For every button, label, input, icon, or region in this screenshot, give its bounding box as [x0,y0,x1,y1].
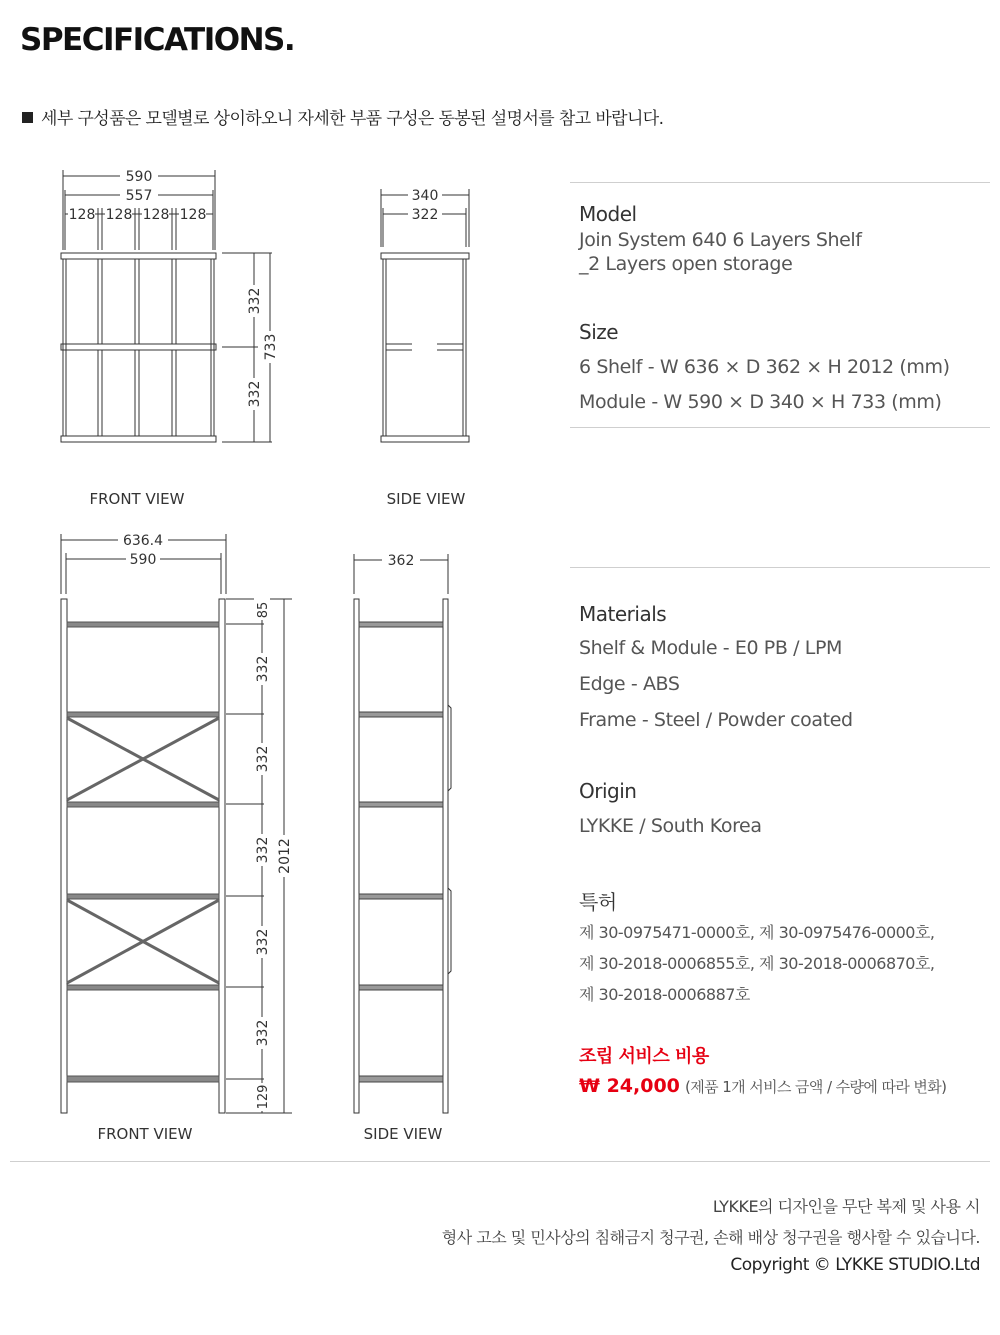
spec-divider-materials [570,567,990,568]
footer-line-2: 형사 고소 및 민사상의 침해금지 청구권, 손해 배상 청구권을 행사할 수 있습니다. [441,1228,980,1247]
dim-module-height-total: 733 [263,333,279,361]
dim-shelf-height-total: 2012 [277,838,293,874]
footer-divider [10,1161,990,1162]
materials-line-3: Frame - Steel / Powder coated [579,709,853,731]
patent-heading: 특허 [579,890,617,914]
model-line-1: Join System 640 6 Layers Shelf [579,229,862,251]
label-module-side-view: SIDE VIEW [386,490,466,508]
assembly-price: ₩ 24,000 [579,1075,680,1097]
dim-shelf-h5: 332 [255,1019,271,1047]
patent-line-2: 제 30-2018-0006855호, 제 30-2018-0006870호, [579,954,935,973]
dim-shelf-h2: 332 [255,745,271,773]
shelf-side-view [354,554,451,1113]
assembly-price-row [579,1075,946,1097]
patent-line-3: 제 30-2018-0006887호 [579,985,750,1004]
notice-text: 세부 구성품은 모델별로 상이하오니 자세한 부품 구성은 동봉된 설명서를 참고 바랍니다. [41,109,664,129]
dim-shelf-top: 85 [256,601,271,619]
patent-line-1: 제 30-0975471-0000호, 제 30-0975476-0000호, [579,923,935,942]
dim-bay-4: 128 [179,207,207,223]
size-line-2: Module - W 590 × D 340 × H 733 (mm) [579,391,942,413]
size-heading: Size [579,320,619,344]
dim-bay-3: 128 [142,207,170,223]
dim-shelf-h3: 332 [255,836,271,864]
shelf-front-view [61,534,226,1113]
label-shelf-side-view: SIDE VIEW [363,1125,443,1143]
technical-drawings [0,150,560,1150]
dim-shelf-width-inner: 590 [129,552,157,568]
dim-module-height-lower: 332 [247,380,263,408]
notice [22,104,663,129]
dim-shelf-h4: 332 [255,928,271,956]
assembly-heading: 조립 서비스 비용 [579,1046,709,1067]
dim-shelf-width-total: 636.4 [122,533,164,549]
footer-copyright: Copyright © LYKKE STUDIO.Ltd [730,1255,980,1275]
dim-bay-2: 128 [105,207,133,223]
materials-line-2: Edge - ABS [579,673,680,695]
model-heading: Model [579,202,637,226]
origin-heading: Origin [579,779,637,803]
module-side-view [381,189,469,442]
dim-bay-1: 128 [68,207,96,223]
label-module-front-view: FRONT VIEW [89,490,185,508]
shelf-side-boards [359,622,443,1082]
dim-shelf-depth-total: 362 [387,553,415,569]
cross-braces [67,718,219,983]
dim-module-height-upper: 332 [247,287,263,315]
square-bullet-icon [22,112,33,123]
footer-line-1: LYKKE의 디자인을 무단 복제 및 사용 시 [712,1197,980,1216]
model-line-2: _2 Layers open storage [579,253,793,275]
spec-divider-top [570,182,990,183]
dim-module-width-total: 590 [125,169,153,185]
dim-module-depth-total: 340 [411,188,439,204]
shelf-front-boards [67,622,219,1082]
page-title: SPECIFICATIONS. [20,22,295,58]
dim-shelf-bottom: 129 [256,1084,271,1110]
assembly-note: (제품 1개 서비스 금액 / 수량에 따라 변화) [685,1078,947,1096]
spec-divider-mid [570,427,990,428]
dim-shelf-h1: 332 [255,655,271,683]
label-shelf-front-view: FRONT VIEW [97,1125,193,1143]
size-line-1: 6 Shelf - W 636 × D 362 × H 2012 (mm) [579,356,950,378]
origin-line-1: LYKKE / South Korea [579,815,762,837]
dim-module-width-inner: 557 [125,188,153,204]
materials-line-1: Shelf & Module - E0 PB / LPM [579,637,843,659]
materials-heading: Materials [579,602,667,626]
dim-module-depth-inner: 322 [411,207,439,223]
